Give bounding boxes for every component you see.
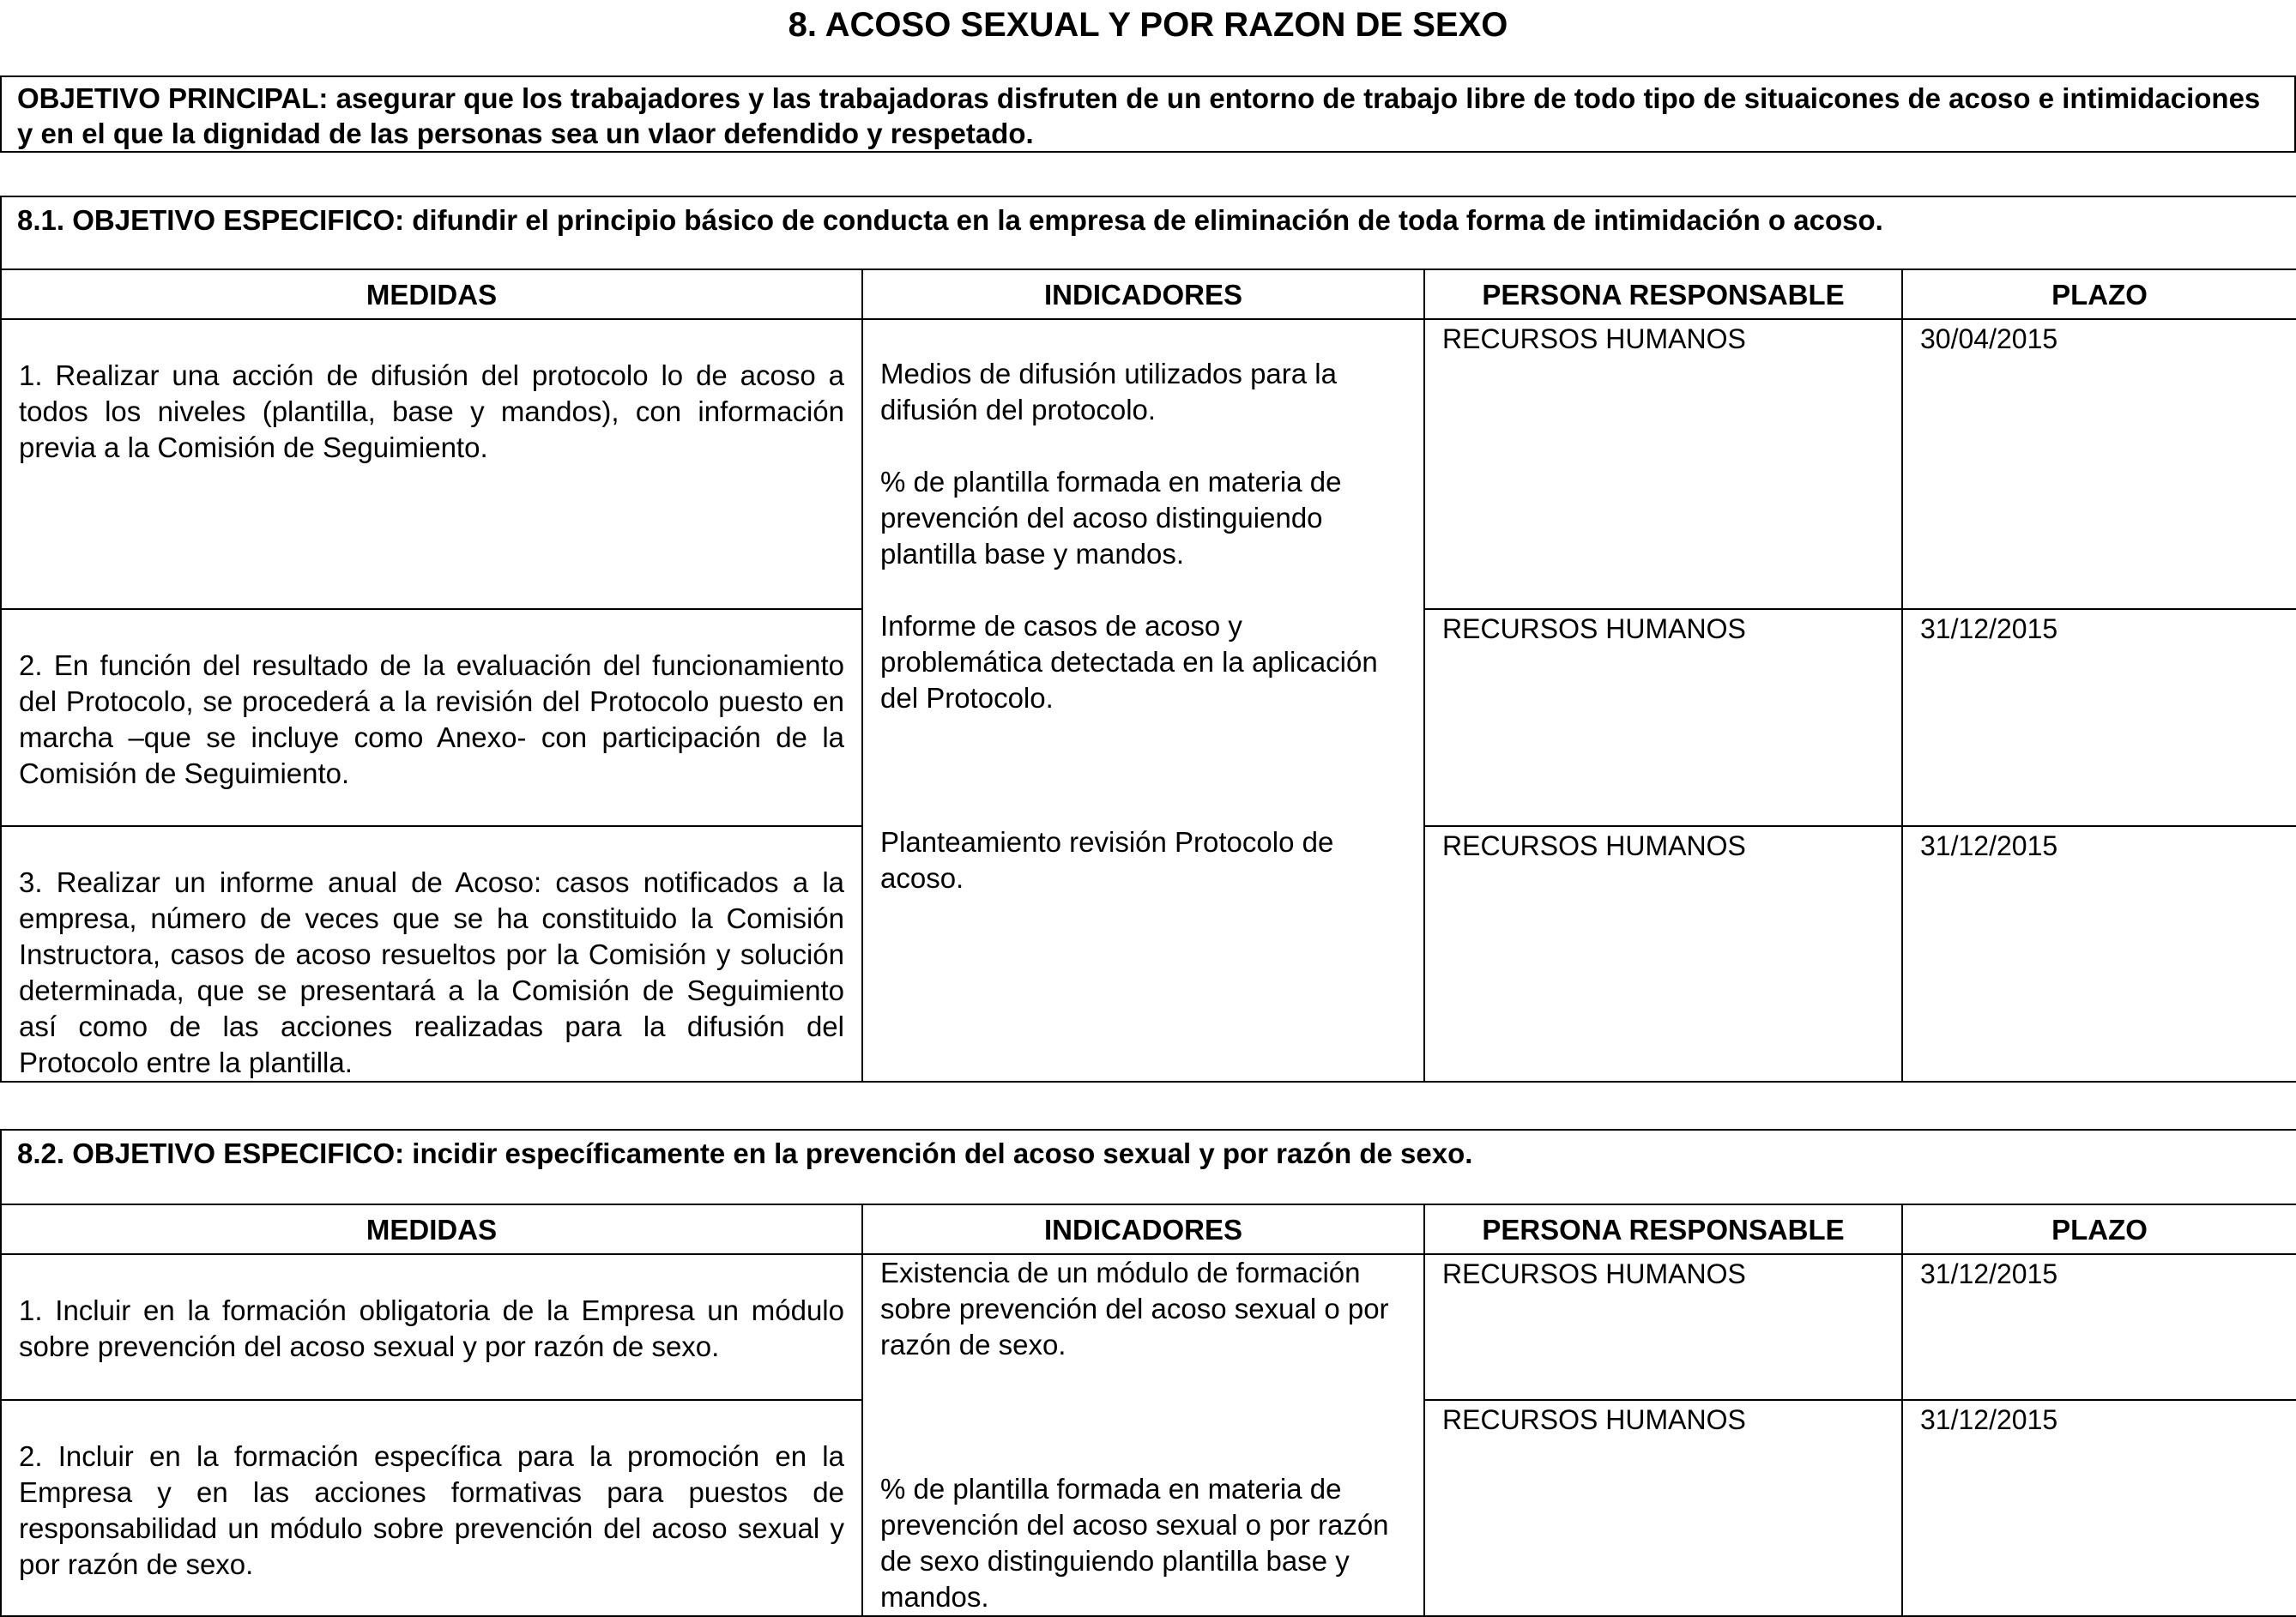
section-8-1-table — [0, 196, 2296, 1083]
header-medidas: MEDIDAS — [1, 1204, 862, 1254]
header-plazo: PLAZO — [1902, 1204, 2296, 1254]
plazo-cell: 30/04/2015 — [1902, 319, 2296, 609]
indicador-text: Informe de casos de acoso y problemática detectada en la aplicación del Protocolo. — [880, 610, 1378, 714]
header-plazo: PLAZO — [1902, 269, 2296, 319]
indicador-text: Existencia de un módulo de formación sobre prevención del acoso sexual o por razón de sexo. — [880, 1257, 1389, 1361]
indicadores-cell — [862, 1254, 1424, 1616]
responsable-cell: RECURSOS HUMANOS — [1424, 826, 1902, 1082]
header-responsable: PERSONA RESPONSABLE — [1424, 1204, 1902, 1254]
header-medidas: MEDIDAS — [1, 269, 862, 319]
indicador-text: % de plantilla formada en materia de prevención del acoso sexual o por razón de sexo distinguiendo plantilla base y mandos. — [880, 1473, 1389, 1613]
header-responsable: PERSONA RESPONSABLE — [1424, 269, 1902, 319]
plazo-cell: 31/12/2015 — [1902, 1254, 2296, 1400]
medida-cell: 1. Incluir en la formación obligatoria de la Empresa un módulo sobre prevención del acoso sexual y por razón de sexo. — [1, 1254, 862, 1400]
plazo-cell: 31/12/2015 — [1902, 609, 2296, 826]
responsable-cell: RECURSOS HUMANOS — [1424, 1254, 1902, 1400]
medida-cell: 2. Incluir en la formación específica para la promoción en la Empresa y en las acciones formativas para puestos de responsabilidad un módulo sobre prevención del acoso sexual y por razón de sexo. — [1, 1400, 862, 1616]
indicador-text: Planteamiento revisión Protocolo de acoso. — [880, 826, 1334, 894]
medida-cell: 1. Realizar una acción de difusión del protocolo lo de acoso a todos los niveles (plantilla, base y mandos), con información previa a la Comisión de Seguimiento. — [1, 319, 862, 609]
plazo-cell: 31/12/2015 — [1902, 826, 2296, 1082]
section-8-2-table — [0, 1129, 2296, 1617]
main-objective: OBJETIVO PRINCIPAL: asegurar que los trabajadores y las trabajadoras disfruten de un entorno de trabajo libre de todo tipo de situaicones de acoso e intimidaciones y en el que la dignidad de las personas sea un vlaor defendido y respetado. — [0, 75, 2296, 153]
responsable-cell: RECURSOS HUMANOS — [1424, 1400, 1902, 1616]
medida-cell: 2. En función del resultado de la evaluación del funcionamiento del Protocolo, se procederá a la revisión del Protocolo puesto en marcha –que se incluye como Anexo- con participación de la Comisión de Seguimiento. — [1, 609, 862, 826]
responsable-cell: RECURSOS HUMANOS — [1424, 319, 1902, 609]
header-indicadores: INDICADORES — [862, 1204, 1424, 1254]
indicadores-cell — [862, 319, 1424, 1082]
responsable-cell: RECURSOS HUMANOS — [1424, 609, 1902, 826]
indicador-text: Medios de difusión utilizados para la difusión del protocolo. — [880, 358, 1337, 425]
header-indicadores: INDICADORES — [862, 269, 1424, 319]
section-8-2-objective: 8.2. OBJETIVO ESPECIFICO: incidir específicamente en la prevención del acoso sexual y por razón de sexo. — [1, 1130, 2296, 1204]
indicador-text: % de plantilla formada en materia de prevención del acoso distinguiendo plantilla base y mandos. — [880, 466, 1342, 570]
medida-cell: 3. Realizar un informe anual de Acoso: casos notificados a la empresa, número de veces que se ha constituido la Comisión Instructora, casos de acoso resueltos por la Comisión y solución determinada, que se presentará a la Comisión de Seguimiento así como de las acciones realizadas para la difusión del Protocolo entre la plantilla. — [1, 826, 862, 1082]
section-8-1-objective: 8.1. OBJETIVO ESPECIFICO: difundir el principio básico de conducta en la empresa de eliminación de toda forma de intimidación o acoso. — [1, 196, 2296, 269]
page-title: 8. ACOSO SEXUAL Y POR RAZON DE SEXO — [788, 6, 1508, 44]
plazo-cell: 31/12/2015 — [1902, 1400, 2296, 1616]
